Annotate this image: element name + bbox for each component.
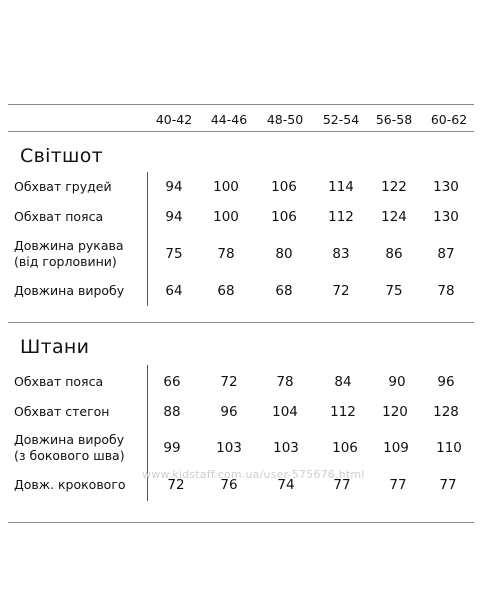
sweatshirt-section-title: Світшот: [20, 145, 103, 167]
table-cell: 66: [163, 374, 181, 390]
table-cell: 83: [332, 246, 350, 262]
sweatshirt-column-divider: [147, 172, 148, 306]
table-cell: 112: [330, 404, 356, 420]
row-label: Довж. крокового: [14, 477, 126, 492]
table-cell: 94: [165, 209, 183, 225]
size-label: 56-58: [375, 112, 413, 127]
table-cell: 88: [163, 404, 181, 420]
table-cell: 96: [220, 404, 238, 420]
size-label: 48-50: [266, 112, 304, 127]
table-cell: 78: [276, 374, 294, 390]
size-label: 60-62: [430, 112, 468, 127]
table-cell: 75: [165, 246, 183, 262]
table-cell: 128: [433, 404, 459, 420]
table-cell: 130: [433, 179, 459, 195]
table-cell: 74: [277, 477, 295, 493]
table-cell: 90: [388, 374, 406, 390]
top-rule: [8, 104, 474, 105]
table-cell: 78: [217, 246, 235, 262]
row-label: Довжина виробу (з бокового шва): [14, 432, 125, 463]
section-divider-rule: [8, 322, 474, 323]
table-cell: 110: [436, 440, 462, 456]
table-cell: 64: [165, 283, 183, 299]
table-cell: 112: [328, 209, 354, 225]
table-cell: 80: [275, 246, 293, 262]
table-cell: 100: [213, 179, 239, 195]
size-label: 40-42: [155, 112, 193, 127]
table-cell: 72: [332, 283, 350, 299]
table-cell: 77: [389, 477, 407, 493]
table-cell: 94: [165, 179, 183, 195]
row-label: Обхват грудей: [14, 179, 112, 194]
table-cell: 106: [271, 209, 297, 225]
table-cell: 103: [273, 440, 299, 456]
table-cell: 75: [385, 283, 403, 299]
table-cell: 68: [275, 283, 293, 299]
table-cell: 122: [381, 179, 407, 195]
row-label: Довжина виробу: [14, 283, 125, 298]
table-cell: 120: [382, 404, 408, 420]
table-cell: 100: [213, 209, 239, 225]
table-cell: 78: [437, 283, 455, 299]
table-cell: 86: [385, 246, 403, 262]
row-label: Довжина рукава (від горловини): [14, 238, 124, 269]
table-cell: 72: [167, 477, 185, 493]
table-cell: 76: [220, 477, 238, 493]
table-cell: 72: [220, 374, 238, 390]
table-cell: 87: [437, 246, 455, 262]
table-cell: 84: [334, 374, 352, 390]
table-cell: 130: [433, 209, 459, 225]
table-cell: 106: [271, 179, 297, 195]
table-cell: 124: [381, 209, 407, 225]
table-cell: 103: [216, 440, 242, 456]
table-cell: 106: [332, 440, 358, 456]
table-cell: 77: [333, 477, 351, 493]
table-cell: 96: [437, 374, 455, 390]
size-label: 52-54: [322, 112, 360, 127]
watermark: www.kidstaff.com.ua/user-575676.html: [142, 468, 365, 481]
pants-section-title: Штани: [20, 336, 90, 358]
bottom-rule: [8, 522, 474, 523]
table-cell: 99: [163, 440, 181, 456]
table-cell: 114: [328, 179, 354, 195]
table-cell: 77: [439, 477, 457, 493]
row-label: Обхват поясa: [14, 209, 104, 224]
row-label: Обхват поясa: [14, 374, 104, 389]
size-label: 44-46: [210, 112, 248, 127]
header-rule: [8, 131, 474, 132]
row-label: Обхват стегон: [14, 404, 110, 419]
table-cell: 68: [217, 283, 235, 299]
table-cell: 109: [383, 440, 409, 456]
table-cell: 104: [272, 404, 298, 420]
